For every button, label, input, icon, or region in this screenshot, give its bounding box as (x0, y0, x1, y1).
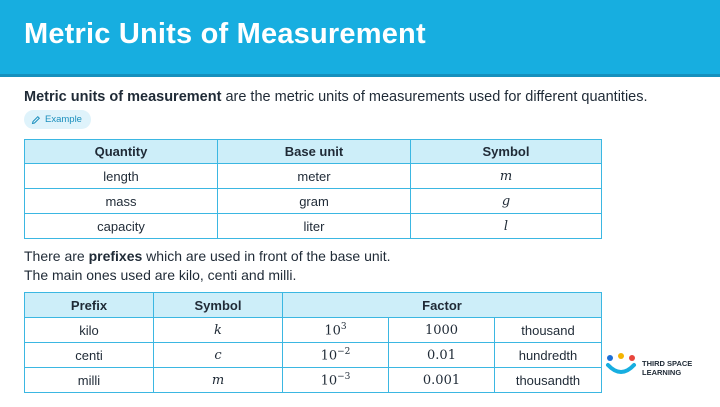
prefix-cell: centi (25, 343, 154, 368)
power-exponent: 3 (340, 321, 347, 332)
quantity-cell: length (25, 164, 218, 189)
table-row (25, 214, 602, 239)
power-exponent: −2 (337, 346, 351, 357)
prefix-line-1 (24, 247, 391, 266)
example-label: Example (45, 114, 82, 125)
power-base: 10 (320, 373, 338, 389)
third-space-learning-logo (604, 353, 692, 382)
units-table (24, 139, 602, 239)
logo-text (642, 359, 692, 377)
column-header: Quantity (25, 140, 218, 164)
power-base: 10 (324, 323, 341, 339)
column-header: Symbol (411, 140, 602, 164)
table-header-row (25, 140, 602, 164)
column-header: Base unit (218, 140, 411, 164)
symbol-cell: m (154, 368, 283, 393)
table-row (25, 368, 602, 393)
symbol-cell: l (411, 214, 602, 239)
prefix-line-1-end: which are used in front of the base unit. (142, 248, 391, 264)
power-cell (283, 368, 389, 393)
symbol-cell: g (411, 189, 602, 214)
prefix-explanation (24, 247, 391, 285)
table-row (25, 164, 602, 189)
quantity-cell: mass (25, 189, 218, 214)
prefix-cell: kilo (25, 318, 154, 343)
prefix-cell: milli (25, 368, 154, 393)
base-unit-cell: meter (218, 164, 411, 189)
power-exponent: −3 (337, 371, 351, 382)
symbol-cell: m (411, 164, 602, 189)
word-cell: thousandth (495, 368, 602, 393)
base-unit-cell: liter (218, 214, 411, 239)
column-header: Factor (283, 293, 602, 318)
table-header-row (25, 293, 602, 318)
prefix-line-1-start: There are (24, 248, 89, 264)
prefix-table (24, 292, 602, 393)
prefix-line-2: The main ones used are kilo, centi and milli. (24, 267, 297, 283)
quantity-cell: capacity (25, 214, 218, 239)
page-title: Metric Units of Measurement (24, 18, 426, 50)
table-row (25, 343, 602, 368)
logo-line-2: LEARNING (642, 367, 682, 377)
word-cell: thousand (495, 318, 602, 343)
intro-text (24, 89, 648, 105)
intro-definition: are the metric units of measurements used for different quantities. (221, 89, 648, 105)
pencil-icon (31, 115, 41, 125)
base-unit-cell: gram (218, 189, 411, 214)
logo-mark-icon (604, 353, 638, 382)
example-button[interactable] (24, 110, 91, 129)
table-row (25, 318, 602, 343)
symbol-cell: c (154, 343, 283, 368)
decimal-cell: 0.01 (389, 343, 495, 368)
column-header: Prefix (25, 293, 154, 318)
power-cell (283, 343, 389, 368)
title-bar (0, 0, 720, 77)
decimal-cell: 1000 (389, 318, 495, 343)
power-base: 10 (320, 348, 338, 364)
decimal-cell: 0.001 (389, 368, 495, 393)
prefixes-term: prefixes (88, 248, 143, 264)
table-row (25, 189, 602, 214)
intro-term: Metric units of measurement (24, 89, 222, 105)
power-cell (283, 318, 389, 343)
logo-line-1: THIRD SPACE (642, 358, 693, 368)
column-header: Symbol (154, 293, 283, 318)
symbol-cell: k (154, 318, 283, 343)
word-cell: hundredth (495, 343, 602, 368)
